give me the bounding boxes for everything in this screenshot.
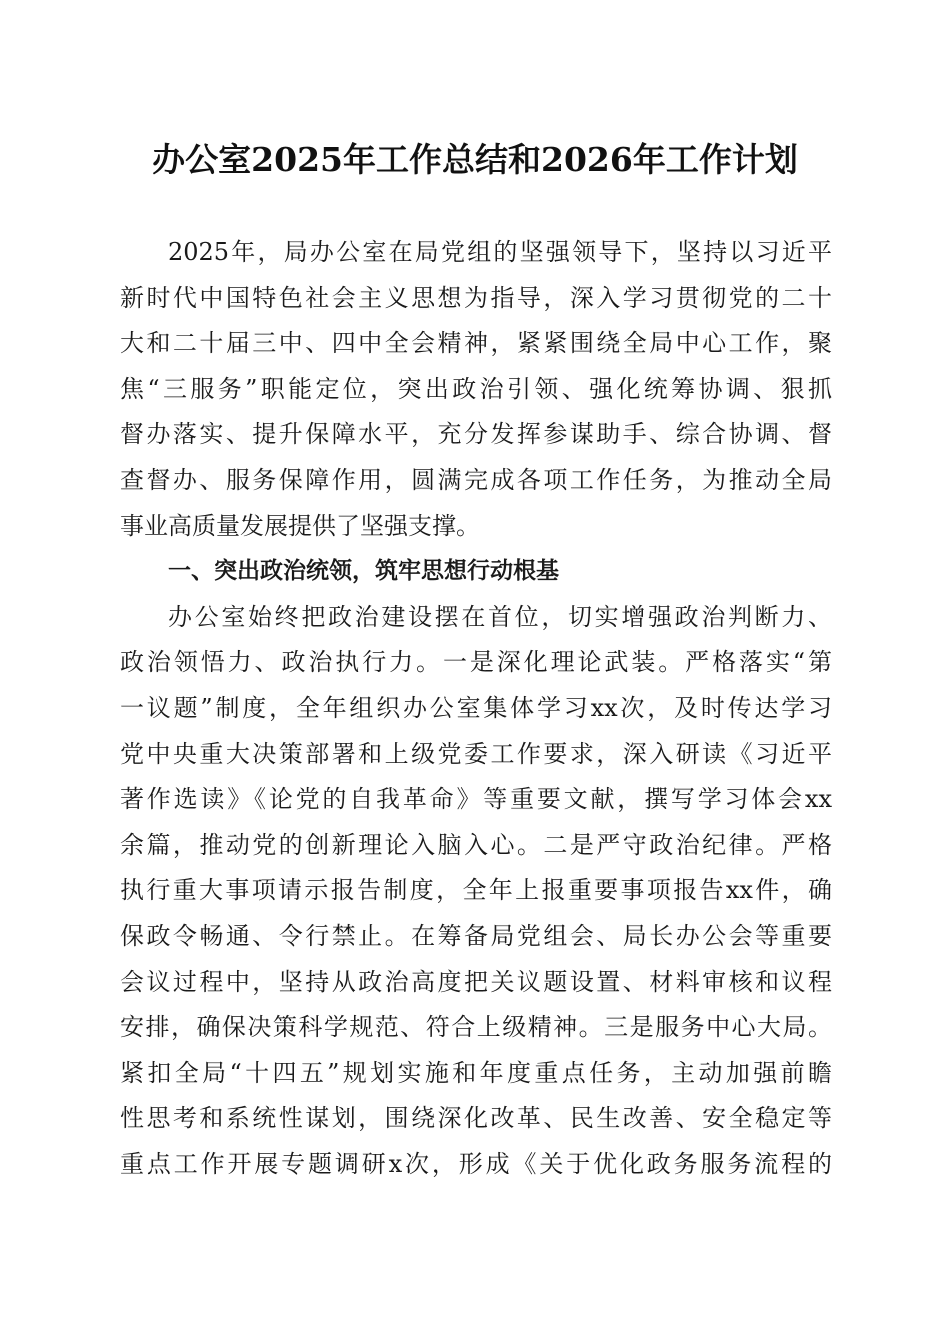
paragraph-line: 重点工作开展专题调研x次，形成《关于优化政务服务流程的 [120,1149,832,1178]
section-heading: 一、突出政治统领，筑牢思想行动根基 [168,558,559,585]
paragraph-line: 紧扣全局“十四五”规划实施和年度重点任务，主动加强前瞻 [120,1058,832,1087]
paragraph-line: 大和二十届三中、四中全会精神，紧紧围绕全局中心工作，聚 [120,329,832,358]
paragraph-line: 性思考和系统性谋划，围绕深化改革、民生改善、安全稳定等 [120,1104,832,1133]
paragraph-line: 办公室始终把政治建设摆在首位，切实增强政治判断力、 [168,602,832,631]
paragraph-line: 党中央重大决策部署和上级党委工作要求，深入研读《习近平 [120,739,832,768]
document-title: 办公室2025年工作总结和2026年工作计划 [152,140,798,179]
paragraph-line: 余篇，推动党的创新理论入脑入心。二是严守政治纪律。严格 [120,830,832,859]
paragraph-line: 事业高质量发展提供了坚强支撑。 [120,511,480,540]
paragraph-line: 执行重大事项请示报告制度，全年上报重要事项报告xx件，确 [120,876,832,905]
paragraph-line: 督办落实、提升保障水平，充分发挥参谋助手、综合协调、督 [120,420,832,449]
paragraph-line: 会议过程中，坚持从政治高度把关议题设置、材料审核和议程 [120,967,832,996]
paragraph-line: 2025年，局办公室在局党组的坚强领导下，坚持以习近平 [168,238,832,266]
paragraph-line: 查督办、服务保障作用，圆满完成各项工作任务，为推动全局 [120,465,832,494]
paragraph-line: 新时代中国特色社会主义思想为指导，深入学习贯彻党的二十 [120,283,832,312]
document-body [120,230,832,1187]
paragraph-line: 安排，确保决策科学规范、符合上级精神。三是服务中心大局。 [120,1013,832,1042]
paragraph-line: 著作选读》《论党的自我革命》等重要文献，撰写学习体会xx [120,785,832,814]
paragraph-line: 保政令畅通、令行禁止。在筹备局党组会、局长办公会等重要 [120,921,832,950]
paragraph-line: 一议题”制度，全年组织办公室集体学习xx次，及时传达学习 [120,693,832,722]
paragraph-line: 焦“三服务”职能定位，突出政治引领、强化统筹协调、狠抓 [120,374,832,403]
paragraph-line: 政治领悟力、政治执行力。一是深化理论武装。严格落实“第 [120,648,832,677]
